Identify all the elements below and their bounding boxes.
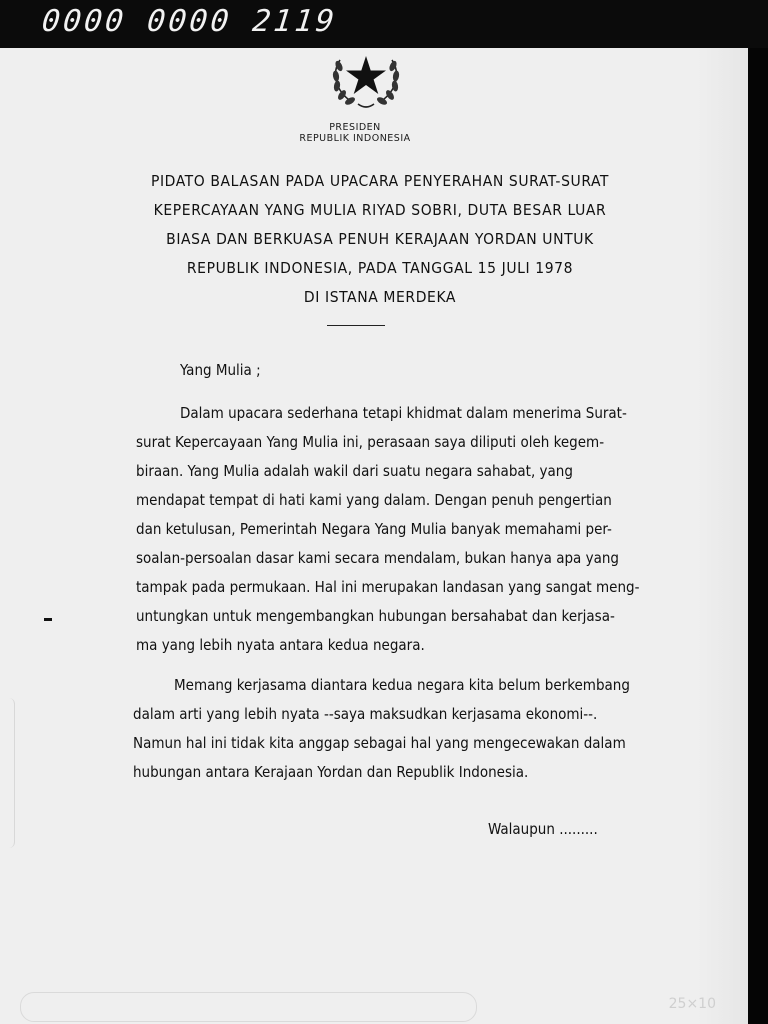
paragraph-line: mendapat tempat di hati kami yang dalam. Dengan penuh pengertian [136, 491, 612, 509]
paragraph-line: untungkan untuk mengembangkan hubungan bersahabat dan kerjasa- [136, 607, 615, 625]
paragraph-line: Dalam upacara sederhana tetapi khidmat dalam menerima Surat- [180, 404, 627, 422]
scan-shadow [0, 698, 15, 848]
paragraph-line: dan ketulusan, Pemerintah Negara Yang Mulia banyak memahami per- [136, 520, 612, 538]
page-curl [20, 992, 477, 1022]
salutation: Yang Mulia ; [180, 361, 261, 379]
speech-title-line: DI ISTANA MERDEKA [303, 288, 457, 306]
paragraph-line: hubungan antara Kerajaan Yordan dan Republik Indonesia. [133, 763, 529, 781]
office-country: REPUBLIK INDONESIA [299, 133, 411, 144]
paragraph-line: tampak pada permukaan. Hal ini merupakan landasan yang sangat meng- [136, 578, 640, 596]
paragraph-line: surat Kepercayaan Yang Mulia ini, perasaan saya diliputi oleh kegem- [136, 433, 605, 451]
speech-title-line: PIDATO BALASAN PADA UPACARA PENYERAHAN SURAT-SURAT [150, 172, 610, 190]
continuation-catchword: Walaupun ......... [488, 820, 598, 838]
frame-code: 0000 0000 2119 [40, 4, 339, 39]
film-right-edge [748, 48, 768, 1024]
speech-title-line: KEPERCAYAAN YANG MULIA RIYAD SOBRI, DUTA BESAR LUAR [153, 201, 607, 219]
document-page [0, 48, 748, 1024]
paragraph-line: Memang kerjasama diantara kedua negara kita belum berkembang [174, 676, 630, 694]
presidential-emblem [322, 48, 410, 114]
speech-title-line: REPUBLIK INDONESIA, PADA TANGGAL 15 JULI 1978 [186, 259, 574, 277]
paragraph-line: soalan-persoalan dasar kami secara mendalam, bukan hanya apa yang [136, 549, 619, 567]
page-edge-shadow [698, 48, 748, 1024]
page-mark: 25×10 [668, 996, 716, 1012]
office-title: PRESIDEN [329, 122, 381, 133]
paragraph-line: dalam arti yang lebih nyata --saya maksudkan kerjasama ekonomi--. [133, 705, 598, 723]
paragraph-line: ma yang lebih nyata antara kedua negara. [136, 636, 425, 654]
paragraph-line: biraan. Yang Mulia adalah wakil dari suatu negara sahabat, yang [136, 462, 573, 480]
speech-title-line: BIASA DAN BERKUASA PENUH KERAJAAN YORDAN UNTUK [166, 230, 594, 248]
film-strip-header [0, 0, 768, 48]
title-divider [327, 325, 385, 326]
paragraph-line: Namun hal ini tidak kita anggap sebagai hal yang mengecewakan dalam [133, 734, 626, 752]
margin-mark [44, 618, 52, 621]
